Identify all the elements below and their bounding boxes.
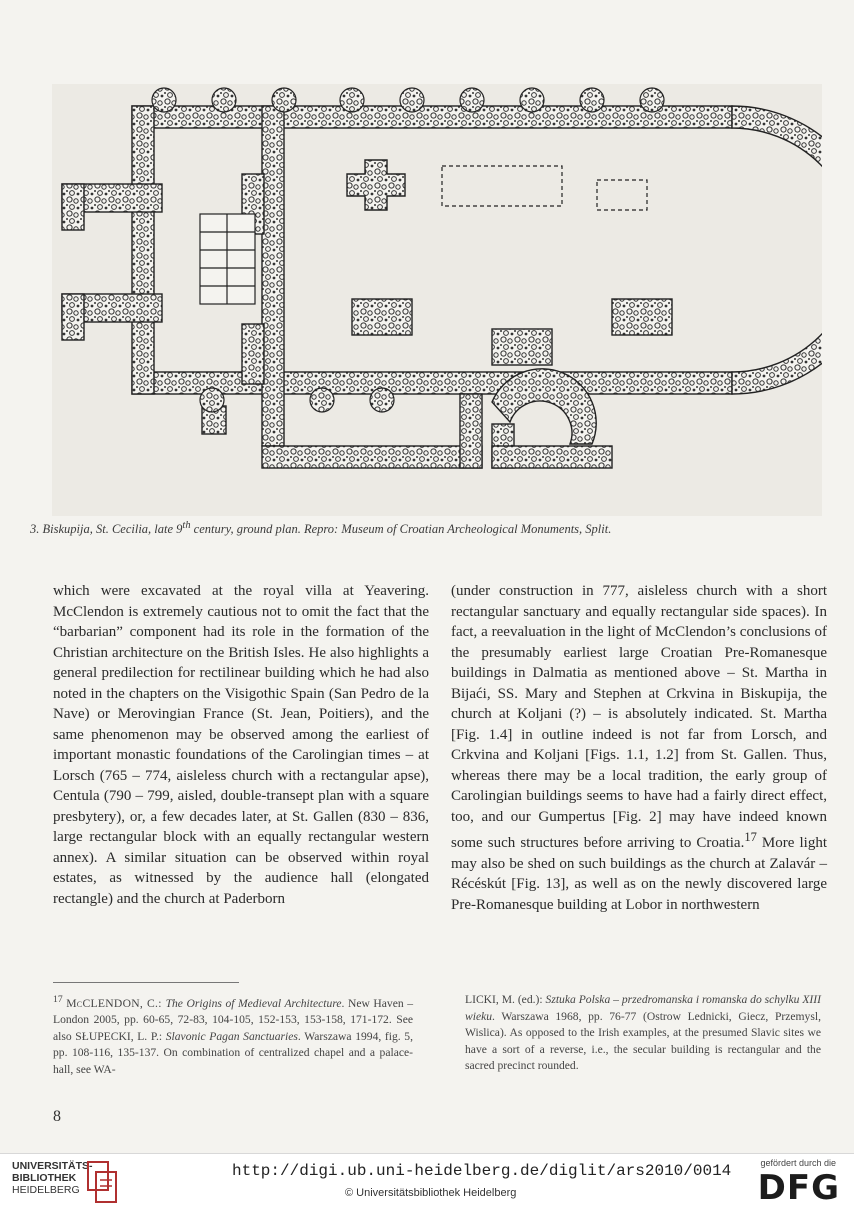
ground-plan-drawing — [52, 84, 822, 516]
text-column-right — [451, 581, 827, 915]
logo-line-2: BIBLIOTHEK — [12, 1172, 77, 1184]
footnote-separator — [53, 982, 239, 983]
paragraph-right — [451, 581, 827, 915]
footnote-title-2: Slavonic Pagan Sanctuaries — [165, 1029, 298, 1043]
caption-text: 3. Biskupija, St. Cecilia, late 9 — [30, 522, 183, 537]
paragraph-left: which were excavated at the royal villa at Yeavering. McClendon is extremely cautious not to omit the fact that the “barbarian” component had its role in the formation of the Christian architecture on the British Isles. He also highlights a general predilection for rectilinear building which he had also noted in the chapters on the Visigothic Spain (San Pedro de la Nave) or Merovingian France (St. Jean, Poitiers), and the same phenomenon may be observed among the earliest of important monastic foundations of the Carolingian times – at Lorsch (765 – 774, aisleless church with a rectangular apse), Centula (790 – 799, aisled, double-transept plan with a square presbytery), or, a few decades later, at St. Gallen (830 – 836, large rectangular block with an equally rectangular western annex). A similar situation can be observed within royal estates, as witnessed by the audience hall (elongated rectangle) and the church at Paderborn — [53, 583, 429, 907]
footnote-cont-text-2: . Warszawa 1968, pp. 76-77 (Ostrow Lednicki, Giecz, Przemysl, Wislica). As opposed to the Irish examples, at the presumed Slavic sites we have a sort of a reverse, i.e., the secular building is rectangular and the sacred precinct rounded. — [465, 1009, 821, 1072]
library-logo[interactable] — [12, 1160, 93, 1196]
caption-superscript: th — [182, 520, 191, 531]
footer-bar — [0, 1153, 854, 1213]
copyright-text: © Universitätsbibliothek Heidelberg — [345, 1187, 517, 1199]
footnote-right — [465, 992, 821, 1075]
logo-line-3: HEIDELBERG — [12, 1184, 80, 1196]
text-column-left — [53, 581, 429, 909]
ground-plan-figure — [52, 84, 822, 516]
caption-text-end: century, ground plan. Repro: Museum of Croatian Archeological Monuments, Split. — [190, 522, 612, 537]
page-number: 8 — [53, 1108, 61, 1125]
footnote-reference[interactable]: 17 — [744, 830, 757, 844]
footnote-title: The Origins of Medieval Architecture — [165, 996, 342, 1010]
footnote-text: . New Haven – London 2005, pp. 60-65, 72-83, 104-105, 152-153, 153-158, 171-172. See also SŁUPECKI, L. P.: — [53, 996, 413, 1043]
paragraph-right-part1: (under construction in 777, aisleless church with a short rectangular sanctuary and equally rectangular side spaces). In fact, a reevaluation in the light of McClendon’s conclusions of the presumably earliest large Croatian Pre-Romanesque buildings in Dalmatia as mentioned above – St. Martha in Bijaći, SS. Mary and Stephen at Crkvina in Biskupija, the church at Koljani (?) – is absolutely indicated. St. Martha [Fig. 1.4] in outline indeed is not far from Lorsch, and Crkvina and Koljani [Figs. 1.1, 1.2] from St. Gallen. Thus, whereas there may be a local tradition, the early group of Carolingian buildings seems to have had a fairly direct effect, too, and our Gumpertus [Fig. 2] may have indeed known some such structures before arriving to Croatia. — [451, 583, 827, 851]
paragraph-right-part2: More light may also be shed on such buildings as the church at Zalavár – Récéskút [Fig. 13], as well as on the newly discovered large Pre-Romanesque building at Lobor in northwestern — [451, 835, 827, 913]
logo-line-1: UNIVERSITÄTS- — [12, 1160, 93, 1172]
library-emblem-icon — [84, 1158, 120, 1206]
footnote-left — [53, 992, 413, 1078]
document-url-link[interactable]: http://digi.ub.uni-heidelberg.de/diglit/ars2010/0014 — [232, 1162, 732, 1180]
footnote-text-2: . Warszawa 1994, fig. 5, pp. 108-116, 135-137. On combination of centralized chapel and a palace-hall, see WA- — [53, 1029, 413, 1076]
footnote-author: McCLENDON, C.: — [66, 996, 166, 1010]
dfg-label: gefördert durch die — [760, 1158, 836, 1168]
footnote-number: 17 — [53, 994, 63, 1005]
footnote-cont-title: Sztuka Polska – przedromanska i romanska do schylku XIII wieku — [465, 993, 821, 1023]
footnote-cont-text: LICKI, M. (ed.): — [465, 993, 546, 1006]
figure-caption — [30, 520, 830, 537]
dfg-logo[interactable]: DFG — [757, 1168, 840, 1208]
